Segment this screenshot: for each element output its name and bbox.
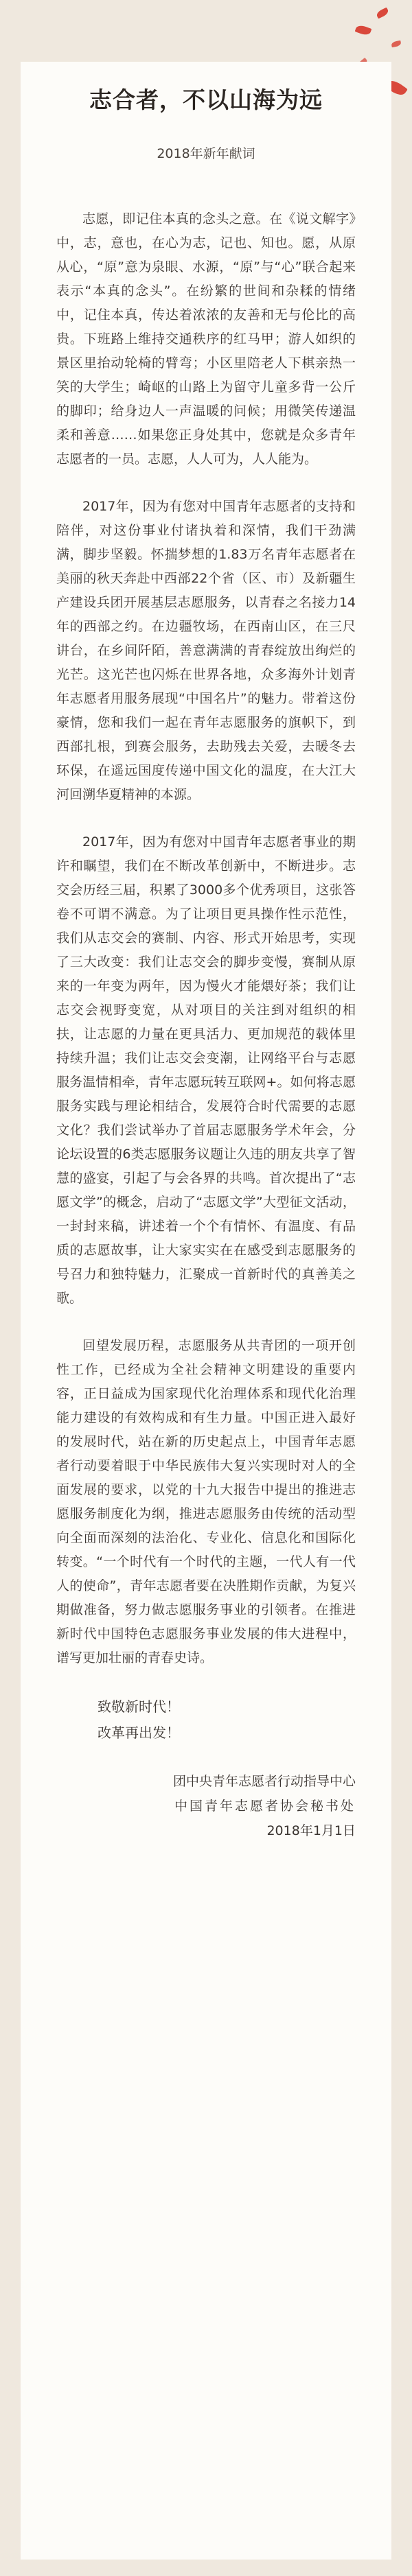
signature-date: 2018年1月1日 [266,1823,356,1838]
slogan-line: 改革再出发！ [98,1724,180,1741]
letter-paper [21,62,391,2560]
body-paragraph-3: 2017年，因为有您对中国青年志愿者事业的期许和瞩望，我们在不断改革创新中，不断进步。志交会历经三届，积累了3000多个优秀项目，这张答卷不可谓不满意。为了让项目更具操作性示范性，我们从志交会的赛制、内容、形式开始思考，实现了三大改变：我们让志交会的脚步变慢，赛制从原来的一年变为两年，因为慢火才能煨好茶；我们让志交会视野变宽，从对项目的关注到对组织的相扶，让志愿的力量在更具活力、更加规范的载体里持续升温；我们让志交会变潮，让网络平台与志愿服务温情相牵，青年志愿玩转互联网+。如何将志愿服务实践与理论相结合，发展符合时代需要的志愿文化？我们尝试举办了首届志愿服务学术年会，分论坛设置的6类志愿服务议题让久违的朋友共享了智慧的盛宴，引起了与会各界的共鸣。首次提出了“志愿文学”的概念，启动了“志愿文学”大型征文活动，一封封来稿，讲述着一个个有情怀、有温度、有品质的志愿故事，让大家实实在在感受到志愿服务的号召力和独特魅力，汇聚成一首新时代的真善美之歌。 [56,834,356,1306]
page-subtitle: 2018年新年献词 [157,146,255,161]
petal-decoration [391,40,401,47]
signature-org-2: 中国青年志愿者协会秘书处 [174,1799,356,1814]
signature-org-1: 团中央青年志愿者行动指导中心 [172,1774,356,1789]
petal-decoration [376,8,390,19]
slogan-line: 致敬新时代！ [98,1698,180,1715]
closing-slogans [56,1694,356,1746]
petal-decoration [355,24,372,37]
body-paragraph-1: 志愿，即记住本真的念头之意。在《说文解字》中，志，意也，在心为志，记也、知也。愿，从原从心，“原”意为泉眼、水源，“原”与“心”联合起来表示“本真的念头”。在纷繁的世间和杂糅的情绪中，记住本真，传达着浓浓的友善和无与伦比的高贵。下班路上维持交通秩序的红马甲；游人如织的景区里抬动轮椅的臂弯；小区里陪老人下棋亲热一笑的大学生；崎岖的山路上为留守儿童多背一公斤的脚印；给身边人一声温暖的问候；用微笑传递温柔和善意……如果您正身处其中，您就是众多青年志愿者的一员。志愿，人人可为，人人能为。 [56,211,356,467]
signature-block [56,1769,356,1843]
body-paragraph-2: 2017年，因为有您对中国青年志愿者的支持和陪伴，对这份事业付诸执着和深情，我们干劲满满，脚步坚毅。怀揣梦想的1.83万名青年志愿者在美丽的秋天奔赴中西部22个省（区、市）及新疆生产建设兵团开展基层志愿服务，以青春之名接力14年的西部之约。在边疆牧场，在西南山区，在三尺讲台，在乡间阡陌，善意满满的青春绽放出绚烂的光芒。这光芒也闪烁在世界各地，众多海外计划青年志愿者用服务展现“中国名片”的魅力。带着这份豪情，您和我们一起在青年志愿服务的旗帜下，到西部扎根，到赛会服务，去助残去关爱，去暖冬去环保，在遥远国度传递中国文化的温度，在大江大河回溯华夏精神的本源。 [56,499,356,802]
body-paragraph-4: 回望发展历程，志愿服务从共青团的一项开创性工作，已经成为全社会精神文明建设的重要内容，正日益成为国家现代化治理体系和现代化治理能力建设的有效构成和有生力量。中国正进入最好的发展时代，站在新的历史起点上，中国青年志愿者行动要着眼于中华民族伟大复兴实现时对人的全面发展的要求，以党的十九大报告中提出的推进志愿服务制度化为纲，推进志愿服务由传统的活动型向全面而深刻的法治化、专业化、信息化和国际化转变。“一个时代有一个时代的主题，一代人有一代人的使命”，青年志愿者要在决胜期作贡献，为复兴期做准备，努力做志愿服务事业的引领者。在推进新时代中国特色志愿服务事业发展的伟大进程中，谱写更加壮丽的青春史诗。 [56,1338,356,1665]
page-title: 志合者，不以山海为远 [89,86,323,113]
